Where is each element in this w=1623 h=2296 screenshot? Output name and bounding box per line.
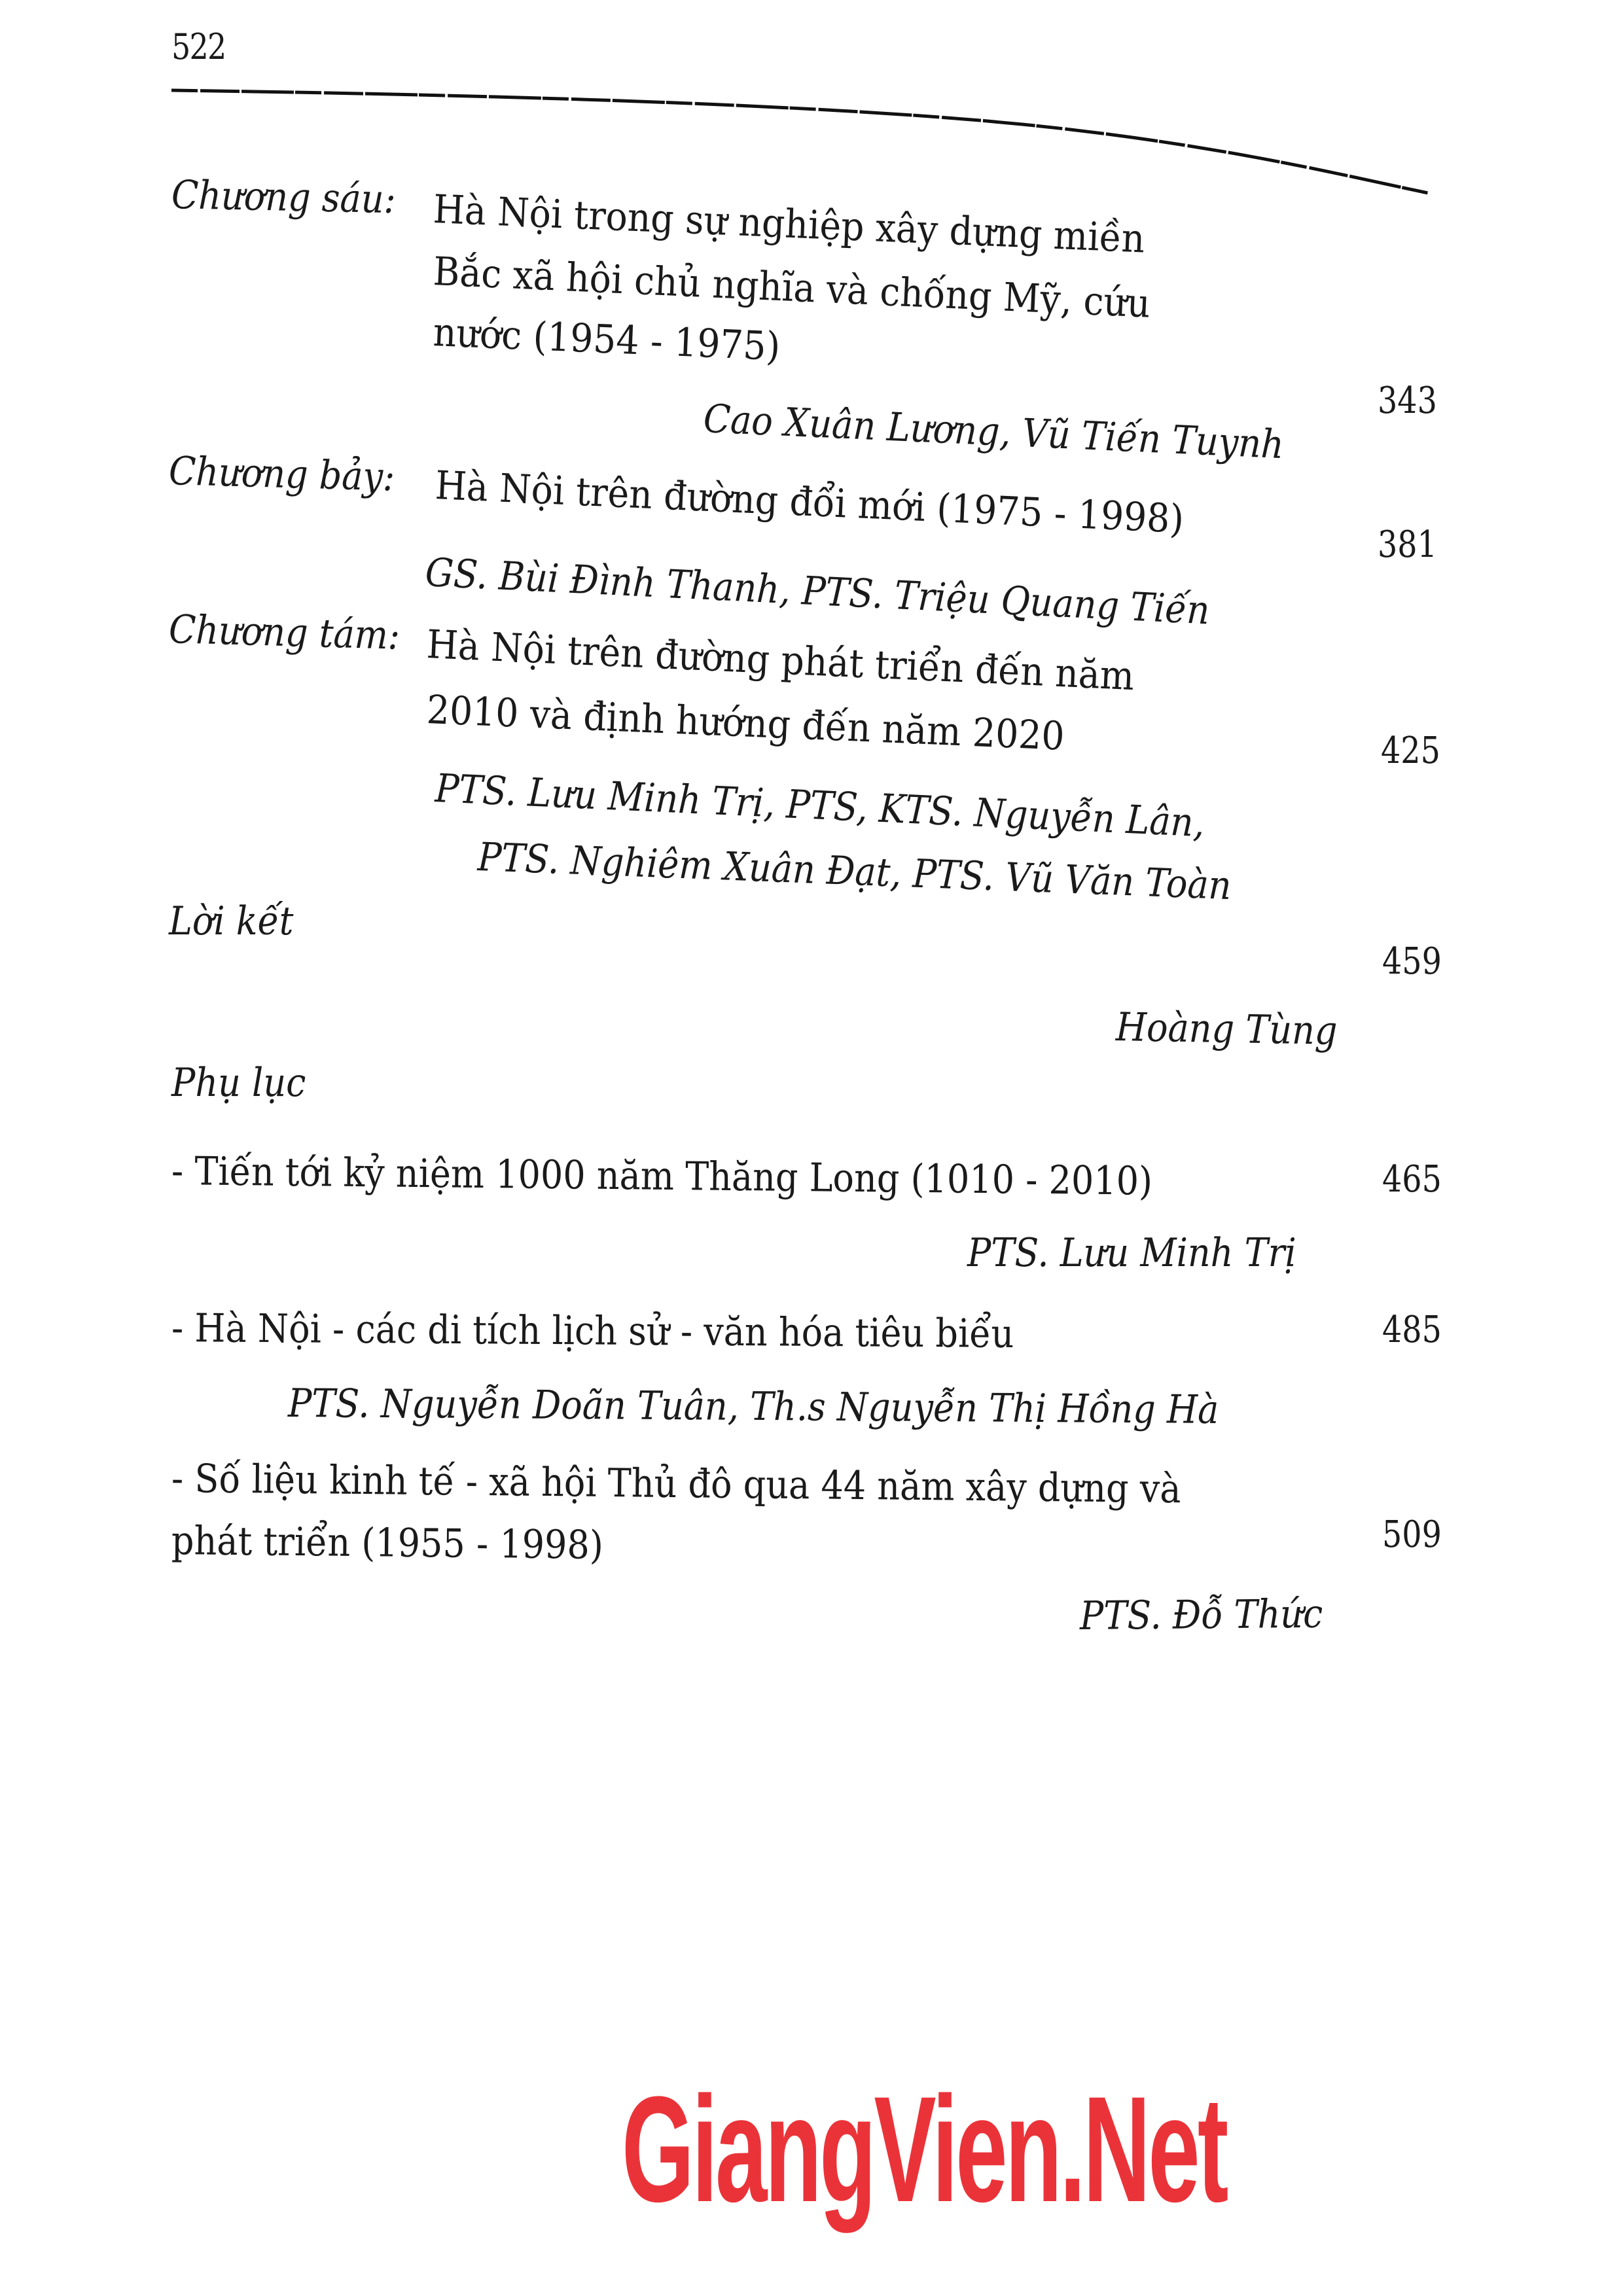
- chapter-authors-line: PTS. Lưu Minh Trị, PTS, KTS. Nguyễn Lân,: [434, 766, 1206, 847]
- page-ref: 509: [1382, 1513, 1442, 1556]
- section-authors: Hoàng Tùng: [1115, 1004, 1338, 1054]
- page-ref: 485: [1382, 1309, 1442, 1351]
- page-number: 522: [171, 26, 226, 67]
- chapter-label: Chương tám:: [168, 607, 401, 659]
- chapter-title-line: Hà Nội trên đường đổi mới (1975 - 1998): [434, 463, 1185, 542]
- appendix-item-authors: PTS. Lưu Minh Trị: [967, 1230, 1296, 1276]
- chapter-authors: GS. Bùi Đình Thanh, PTS. Triệu Quang Tiến: [424, 550, 1211, 634]
- chapter-authors: Cao Xuân Lương, Vũ Tiến Tuynh: [702, 396, 1285, 468]
- page-ref: 343: [1378, 380, 1437, 422]
- page-ref: 465: [1382, 1158, 1442, 1201]
- watermark-logo: GiangVien.Net: [622, 2065, 1226, 2233]
- appendix-item-title: - Tiến tới kỷ niệm 1000 năm Thăng Long (1010 - 2010): [171, 1148, 1153, 1205]
- appendix-item-authors: PTS. Đỗ Thức: [1079, 1591, 1323, 1639]
- appendix-item-authors: PTS. Nguyễn Doãn Tuân, Th.s Nguyễn Thị Hồng Hà: [287, 1381, 1219, 1433]
- chapter-title-line: nước (1954 - 1975): [432, 309, 781, 370]
- page-ref: 425: [1381, 730, 1440, 772]
- chapter-label: Chương sáu:: [171, 172, 397, 223]
- section-label: Lời kết: [169, 898, 294, 944]
- chapter-title-line: Hà Nội trong sự nghiệp xây dựng miền: [432, 186, 1146, 262]
- chapter-title-line: Bắc xã hội chủ nghĩa và chống Mỹ, cứu: [432, 249, 1152, 327]
- appendix-item-title: phát triển (1955 - 1998): [171, 1518, 604, 1568]
- chapter-authors-line: PTS. Nghiêm Xuân Đạt, PTS. Vũ Văn Toàn: [476, 834, 1232, 910]
- page-ref: 459: [1382, 940, 1442, 983]
- chapter-title-line: 2010 và định hướng đến năm 2020: [425, 687, 1065, 760]
- appendix-item-title: - Số liệu kinh tế - xã hội Thủ đô qua 44 năm xây dựng và: [171, 1456, 1181, 1513]
- chapter-label: Chương bảy:: [168, 448, 396, 501]
- section-label: Phụ lục: [171, 1060, 306, 1106]
- appendix-item-title: - Hà Nội - các di tích lịch sử - văn hóa tiêu biểu: [171, 1305, 1014, 1357]
- chapter-title-line: Hà Nội trên đường phát triển đến năm: [425, 622, 1135, 700]
- page-ref: 381: [1378, 523, 1437, 566]
